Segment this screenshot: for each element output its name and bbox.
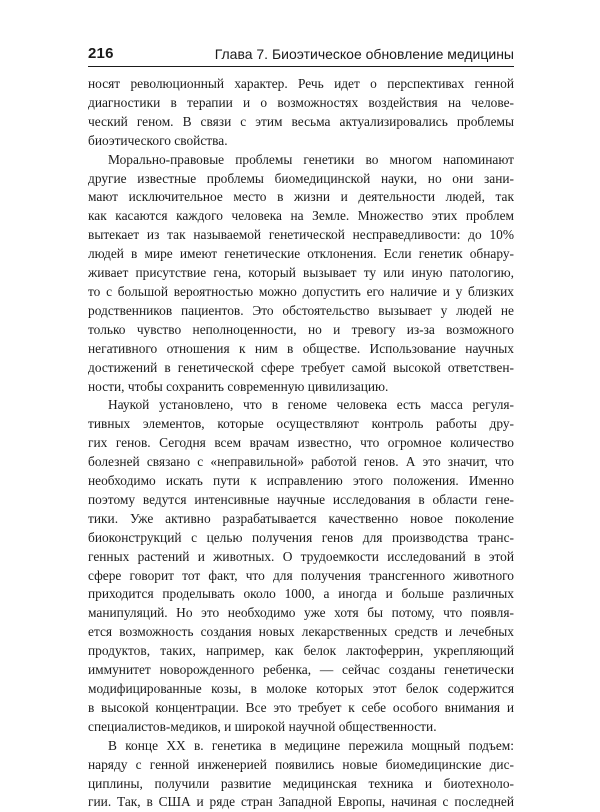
text-line: тики. Уже активно разрабатывается качественно новое поколение bbox=[88, 510, 514, 526]
text-line: в высокой концентрации. Все это требует к себе особого внимания и bbox=[88, 699, 514, 715]
text-line: продуктов, таких, например, как белок лактоферрин, укрепляющий bbox=[88, 643, 514, 659]
text-line: вытекает из так называемой генетической несправедливости: до 10% bbox=[88, 227, 514, 243]
text-line: родственников пациентов. Это обстоятельство вызывает у людей не bbox=[88, 302, 514, 318]
page-number: 216 bbox=[88, 45, 114, 62]
text-line: биоэтического свойства. bbox=[88, 132, 228, 148]
text-line: приходится проделывать около 1000, а иногда и больше различных bbox=[88, 586, 514, 602]
text-line: биоконструкций с целью получения генов для производства транс- bbox=[88, 529, 514, 545]
text-line: генных растений и животных. О трудоемкости исследований в этой bbox=[88, 548, 514, 564]
paragraph bbox=[88, 396, 514, 736]
text-line: то с большой вероятностью можно допустить его наличие и у близких bbox=[88, 283, 514, 299]
text-line: циплины, получили развитие медицинская техника и биотехноло- bbox=[88, 775, 514, 791]
text-line: В конце XX в. генетика в медицине пережила мощный подъем: bbox=[108, 737, 514, 753]
text-line: поэтому ведутся интенсивные научные исследования в области гене- bbox=[88, 491, 514, 507]
text-line: только чувство неполноценности, но и тревогу из-за возможного bbox=[88, 321, 514, 337]
text-line: Наукой установлено, что в геноме человека есть масса регуля- bbox=[108, 397, 514, 413]
running-title: Глава 7. Биоэтическое обновление медицины bbox=[214, 46, 514, 62]
text-line: негативного отношения к ним в обществе. Использование научных bbox=[88, 340, 514, 356]
text-line: специалистов-медиков, и широкой научной общественности. bbox=[88, 718, 437, 734]
paragraph bbox=[88, 151, 514, 397]
text-line: гих генов. Сегодня всем врачам известно, что огромное количество bbox=[88, 435, 514, 451]
text-line: болезней связано с «неправильной» работой генов. А это значит, что bbox=[88, 454, 514, 470]
text-line: манипуляций. Но это необходимо уже хотя бы потому, что появля- bbox=[88, 605, 514, 621]
body-text bbox=[88, 75, 514, 812]
text-line: ности, чтобы сохранить современную цивилизацию. bbox=[88, 378, 389, 394]
text-line: тивных элементов, которые осуществляют контроль работы дру- bbox=[88, 416, 514, 432]
paragraph bbox=[88, 75, 514, 151]
page-header bbox=[88, 44, 514, 67]
text-line: диагностики в терапии и о возможностях воздействия на челове- bbox=[88, 94, 514, 110]
text-line: сфере говорит тот факт, что для получения трансгенного животного bbox=[88, 567, 514, 583]
text-line: наряду с генной инженерией появились новые биомедицинские дис- bbox=[88, 756, 514, 772]
paragraph bbox=[88, 737, 514, 812]
text-line: иммунитет новорожденного ребенка, — сейчас созданы генетически bbox=[88, 662, 514, 678]
text-line: ческий геном. В связи с этим весьма актуализировались проблемы bbox=[88, 113, 514, 129]
text-line: другие известные проблемы биомедицинской науки, но они зани- bbox=[88, 170, 514, 186]
text-line: носят революционный характер. Речь идет о перспективах генной bbox=[88, 76, 514, 91]
text-line: необходимо искать пути к исправлению этого положения. Именно bbox=[88, 473, 514, 489]
text-line: Морально-правовые проблемы генетики во многом напоминают bbox=[108, 151, 514, 167]
text-line: ется возможность создания новых лекарственных средств и лечебных bbox=[88, 624, 514, 640]
text-line: гии. Так, в США и ряде стран Западной Европы, начиная с последней bbox=[88, 794, 514, 810]
text-line: как касаются каждого человека на Земле. Множество этих проблем bbox=[88, 208, 514, 224]
text-line: людей в мире имеют генетические отклонения. Если генетик обнару- bbox=[88, 246, 514, 262]
text-line: достижений в генетической сфере требует самой высокой ответствен- bbox=[88, 359, 514, 375]
text-line: живает присутствие гена, который вызывает ту или иную патологию, bbox=[88, 265, 514, 281]
text-line: модифицированные козы, в молоке которых этот белок содержится bbox=[88, 681, 514, 696]
text-line: мают исключительное место в жизни и деятельности людей, так bbox=[88, 189, 514, 205]
